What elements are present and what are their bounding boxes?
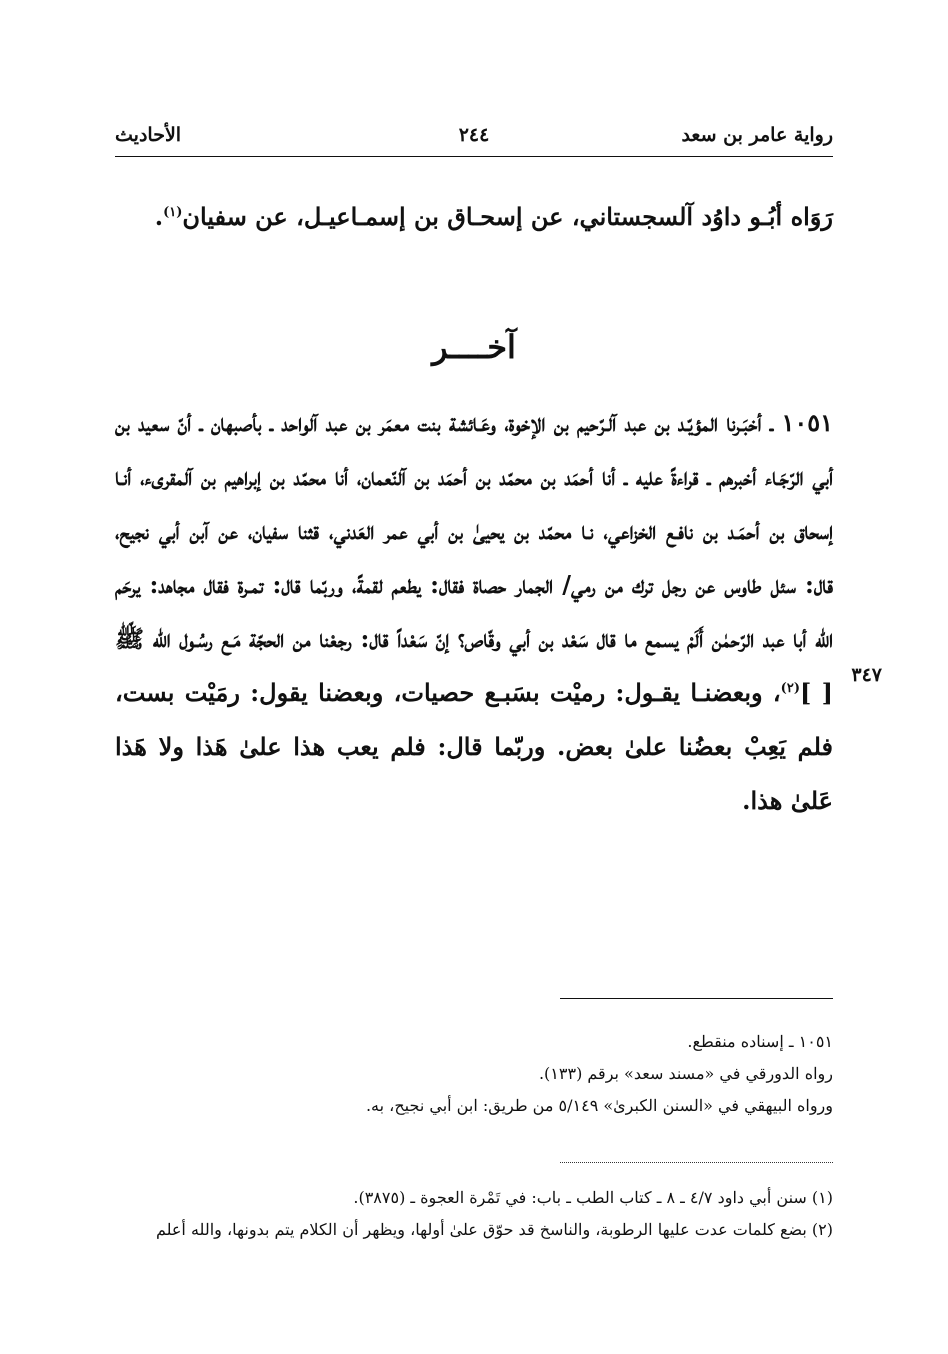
hadith-text-part1: ١٠٥١ ـ أخبَـرنا المؤيّـد بن عبد آلـرّحيم بن الإخوة، وعَـائشة بنت معمَر بن عبد آلواحد ـ بأصبهان ـ أنّ سعيد بن أبي الرّجَـاء أخبرهم ـ قراءةً عليه ـ أنا أحمَد بن محمّد بن أحمَد بن آلنّعمان، أنا محمّد بن إبراهيم بن آلمقرىء، أنـا إسحاق بن أحمَـد بن نافـع الخزاعي، نـا محمّد بن يحيىٰ بن أبي عمر العَدني، قثنا سفيان، عن آبن أبي نجيح، قال: سئل طاوس عن رجل ترك من رمي/ الجمار حصاة فقال: يطعم لقمةً، وربّما قال: تمـرة فقال مجاهد: يرحَم الله أبا عبد الرّحمٰن أَلَمْ يسمع ما قال سَعْد بن أبي وقّاص؟ إنّ سَعْداً قال: رجعْنا من الحجّة مَـع رسُـول الله ﷺ [ ]	[115, 408, 834, 707]
intro-text: رَوَاه أبُـو داوُد آلسجستاني، عن إسحـاق بن إسمـاعيـل، عن سفيان	[182, 202, 833, 231]
note-line: ورواه البيهقي في «السنن الكبرىٰ» ٥/١٤٩ من طريق: ابن أبي نجيح، به.	[365, 1096, 833, 1115]
notes-divider	[560, 998, 833, 999]
footnotes	[115, 1182, 833, 1246]
manuscript-folio-number: ٣٤٧	[851, 664, 882, 686]
header-section-title: الأحاديث	[115, 124, 182, 146]
section-title: آخــــر	[432, 328, 516, 366]
hadith-notes	[115, 1026, 833, 1122]
header-divider	[115, 156, 833, 157]
page-header	[115, 124, 833, 156]
note-line: ١٠٥١ ـ إسناده منقطع.	[687, 1032, 833, 1051]
hadith-text-part2: ، وبعضنـا يقـول: رميْت بسَبـع حصيات، وبعضنا يقول: رمَيْت بست، فلم يَعِبْ بعضُنا علىٰ بعض. وربّما قال: فلم يعب هذا علىٰ هَذا ولا هَذا عَلىٰ هذا.	[115, 678, 833, 815]
intro-paragraph	[115, 190, 833, 244]
header-chapter-title: رواية عامر بن سعد	[681, 124, 833, 146]
hadith-paragraph	[115, 396, 833, 828]
footnote-1: (١) سنن أبي داود ٤/٧ ـ ٨ ـ كتاب الطب ـ باب: في تَمْرة العجوة ـ (٣٨٧٥).	[353, 1188, 833, 1207]
page-number: ٢٤٤	[458, 124, 490, 146]
footnote-ref-2: (٢)	[780, 681, 800, 696]
footnote-2: (٢) بضع كلمات عدت عليها الرطوبة، والناسخ قد حوّق علىٰ أولها، ويظهر أن الكلام يتم بدونها، والله أعلم	[155, 1220, 833, 1239]
footnote-ref-1: (١)	[163, 205, 183, 220]
note-line: رواه الدورقي في «مسند سعد» برقم (١٣٣).	[538, 1064, 833, 1083]
footnotes-divider	[560, 1162, 833, 1163]
intro-end: .	[154, 202, 164, 231]
